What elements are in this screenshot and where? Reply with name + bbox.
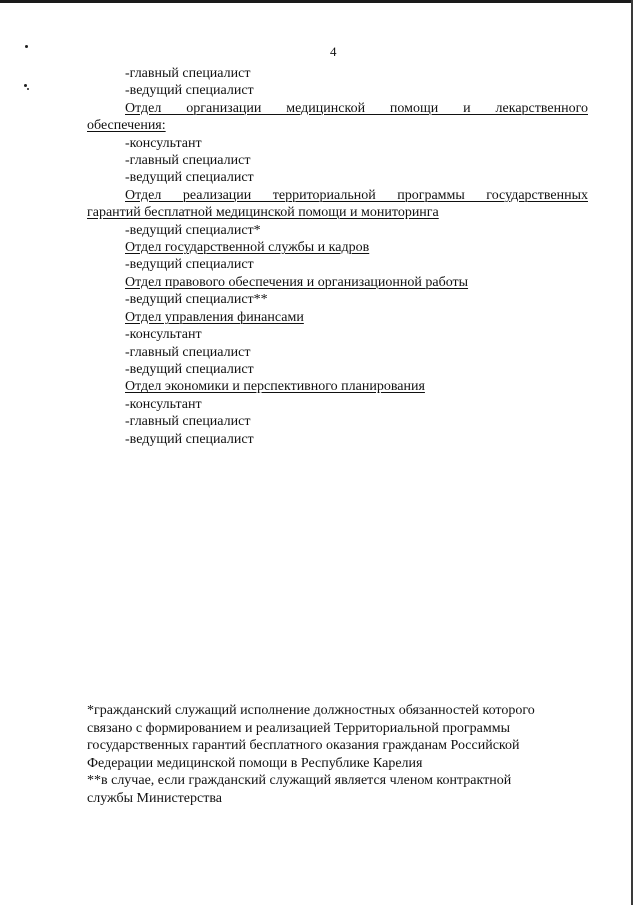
- position-item: -главный специалист: [125, 414, 251, 430]
- footnotes: [87, 702, 587, 808]
- scan-edge-top: [0, 0, 633, 3]
- footnote-line: государственных гарантий бесплатного оказания гражданам Российской: [87, 738, 520, 754]
- footnote-line: *гражданский служащий исполнение должностных обязанностей которого: [87, 703, 535, 718]
- page-number: 4: [330, 44, 337, 59]
- position-item: -главный специалист: [125, 153, 251, 169]
- position-item: -главный специалист: [125, 66, 251, 81]
- scan-speck: [24, 84, 27, 87]
- position-item: -ведущий специалист: [125, 83, 254, 99]
- department-heading: Отдел экономики и перспективного планирования: [125, 379, 425, 395]
- position-item: -консультант: [125, 396, 202, 412]
- position-item: -ведущий специалист: [125, 170, 254, 186]
- footnote-line: Федерации медицинской помощи в Республике Карелия: [87, 755, 423, 771]
- department-heading: Отдел реализации территориальной программы государственных: [125, 187, 588, 203]
- scan-speck: [25, 45, 28, 48]
- department-heading: Отдел организации медицинской помощи и лекарственного: [125, 100, 588, 116]
- department-heading-continuation: гарантий бесплатной медицинской помощи и мониторинга: [87, 205, 439, 221]
- position-item: -главный специалист: [125, 344, 251, 360]
- position-item: -консультант: [125, 327, 202, 343]
- staff-list: [87, 65, 588, 448]
- footnote-line: связано с формированием и реализацией Территориальной программы: [87, 720, 510, 736]
- position-item: -консультант: [125, 135, 202, 151]
- position-item: -ведущий специалист: [125, 257, 254, 273]
- footnote-line: **в случае, если гражданский служащий является членом контрактной: [87, 773, 512, 789]
- department-heading: Отдел управления финансами: [125, 309, 304, 325]
- scan-speck: [27, 88, 29, 90]
- department-heading-continuation: обеспечения:: [87, 118, 166, 134]
- position-item: -ведущий специалист: [125, 361, 254, 377]
- department-heading: Отдел государственной службы и кадров: [125, 240, 370, 256]
- position-item: -ведущий специалист: [125, 431, 254, 447]
- footnote-line: службы Министерства: [87, 790, 222, 806]
- position-item: -ведущий специалист*: [125, 222, 261, 238]
- department-heading: Отдел правового обеспечения и организационной работы: [125, 274, 469, 290]
- position-item: -ведущий специалист**: [125, 292, 268, 308]
